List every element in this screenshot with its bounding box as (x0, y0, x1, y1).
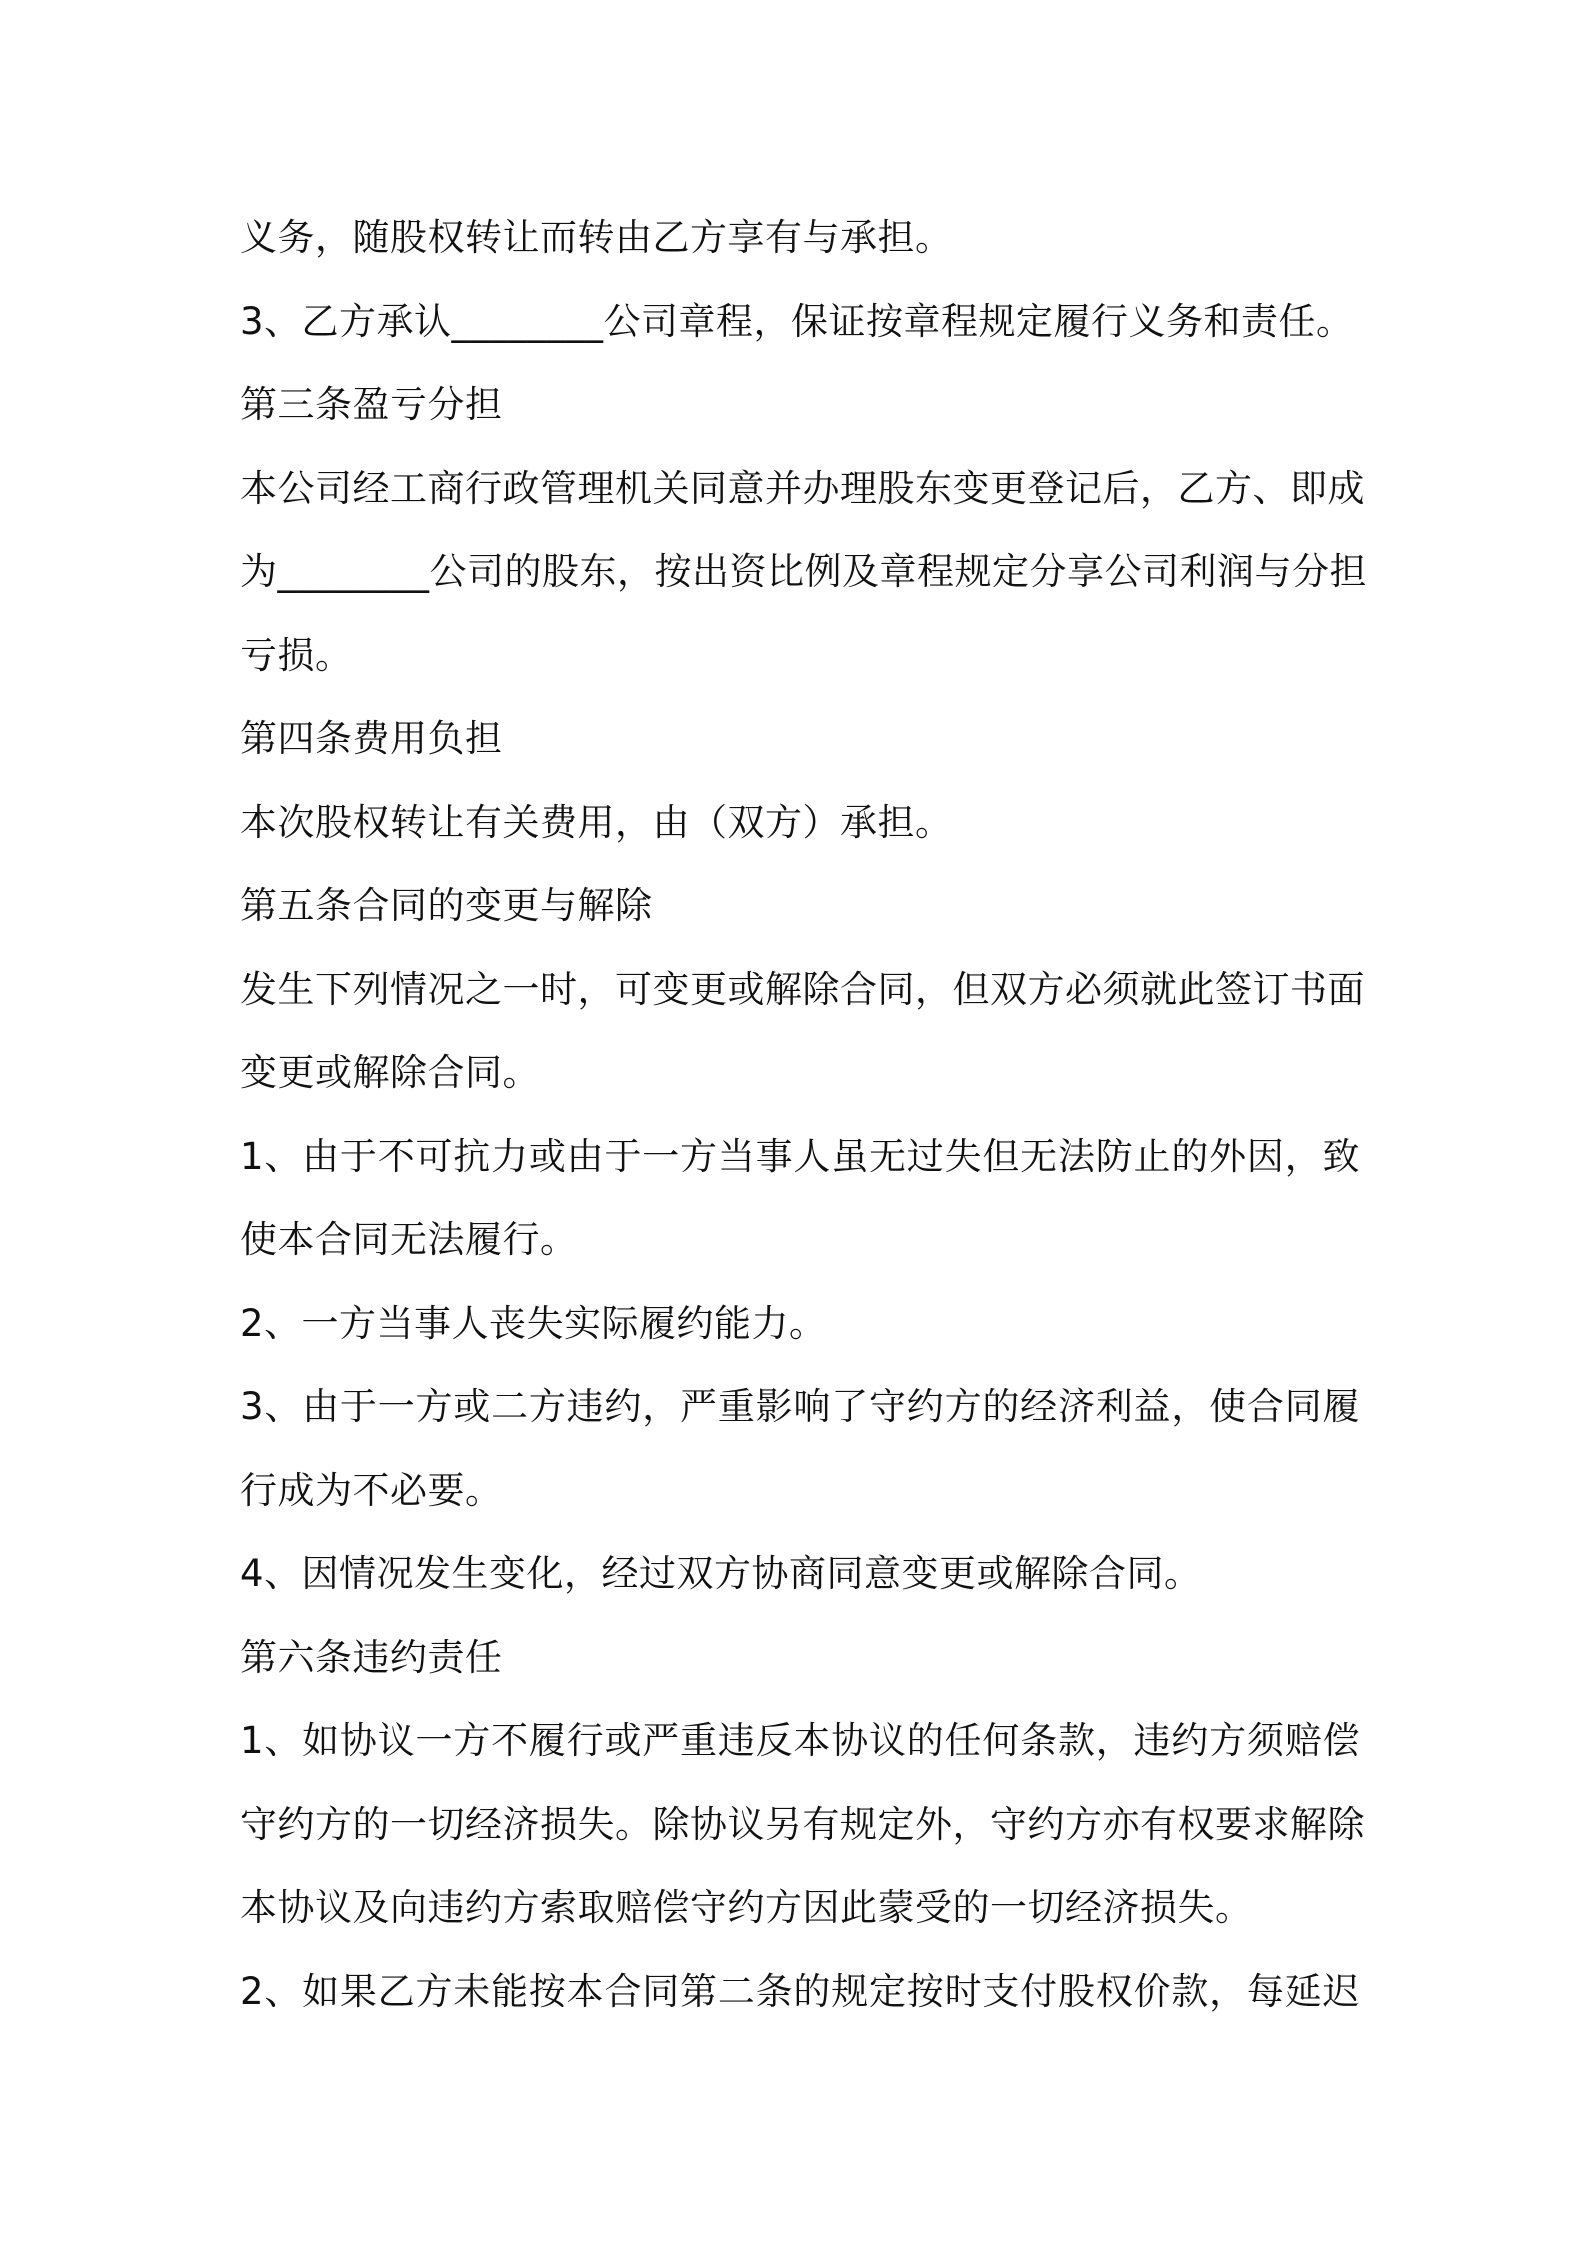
text-line: 3、乙方承认________公司章程，保证按章程规定履行义务和责任。 (240, 299, 1354, 343)
text-line: 本协议及向违约方索取赔偿守约方因此蒙受的一切经济损失。 (240, 1886, 1253, 1929)
text-line: 3、由于一方或二方违约，严重影响了守约方的经济利益，使合同履 (240, 1385, 1360, 1428)
text-line: 亏损。 (240, 633, 353, 677)
section-heading: 第六条违约责任 (240, 1635, 503, 1679)
text-line: 为________公司的股东，按出资比例及章程规定分享公司利润与分担 (240, 550, 1367, 593)
text-line: 发生下列情况之一时，可变更或解除合同，但双方必须就此签订书面 (240, 967, 1365, 1011)
text-line: 4、因情况发生变化，经过双方协商同意变更或解除合同。 (240, 1552, 1202, 1595)
text-line: 本次股权转让有关费用，由（双方）承担。 (240, 800, 953, 844)
text-line: 行成为不必要。 (240, 1468, 503, 1512)
text-line: 2、如果乙方未能按本合同第二条的规定按时支付股权价款，每延迟 (240, 1969, 1360, 2013)
text-line: 1、由于不可抗力或由于一方当事人虽无过失但无法防止的外因，致 (240, 1134, 1360, 1178)
text-line: 本公司经工商行政管理机关同意并办理股东变更登记后，乙方、即成 (240, 466, 1365, 510)
section-heading: 第三条盈亏分担 (240, 383, 503, 426)
text-line: 2、一方当事人丧失实际履约能力。 (240, 1301, 827, 1345)
text-line: 使本合同无法履行。 (240, 1218, 578, 1261)
text-line: 1、如协议一方不履行或严重违反本协议的任何条款，违约方须赔偿 (240, 1719, 1360, 1762)
document-body (240, 196, 1367, 2033)
section-heading: 第四条费用负担 (240, 717, 503, 760)
section-heading: 第五条合同的变更与解除 (240, 884, 653, 927)
text-line: 变更或解除合同。 (240, 1051, 540, 1094)
text-line: 守约方的一切经济损失。除协议另有规定外，守约方亦有权要求解除 (240, 1802, 1365, 1846)
text-line: 义务，随股权转让而转由乙方享有与承担。 (240, 216, 953, 259)
